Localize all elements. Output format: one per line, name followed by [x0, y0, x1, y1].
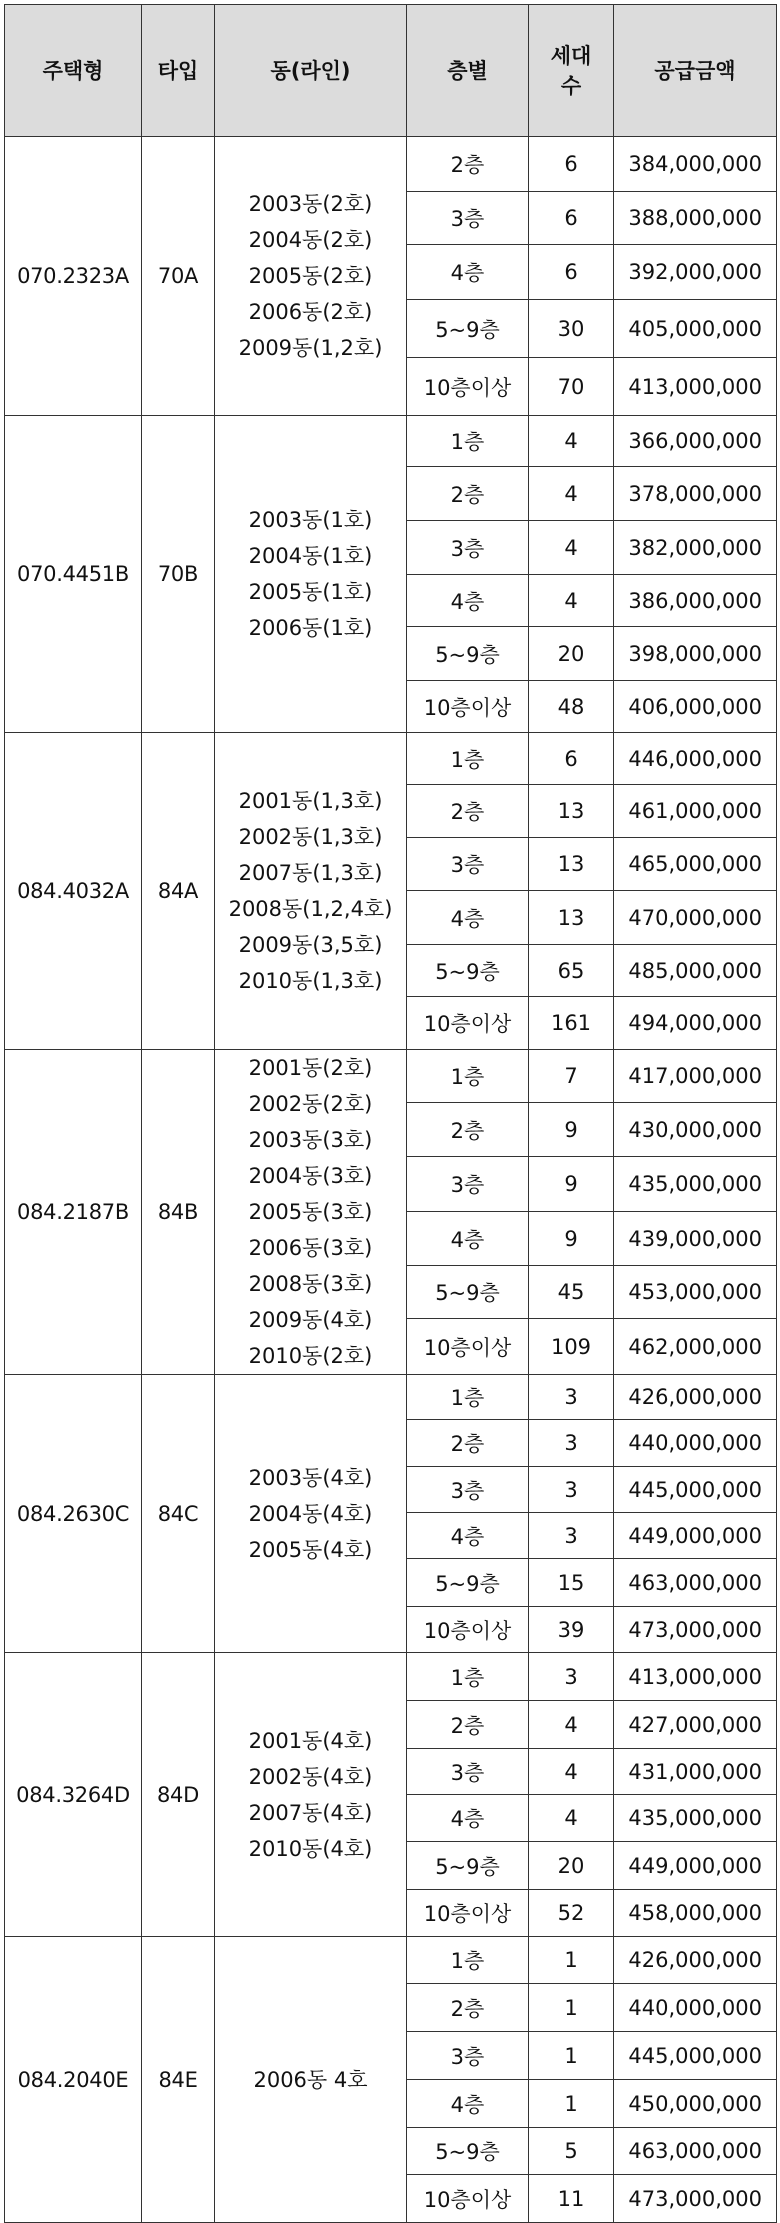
floor-cell: 2층 [407, 1103, 529, 1156]
price-cell: 465,000,000 [614, 838, 777, 891]
dong-line-entry: 2007동(4호) [248, 1800, 373, 1825]
price-cell: 461,000,000 [614, 785, 777, 838]
floor-cell: 2층 [407, 1420, 529, 1467]
dong-line-entry: 2004동(4호) [248, 1501, 373, 1526]
floor-cell: 10층이상 [407, 2175, 529, 2223]
type-cell: 84B [142, 1050, 215, 1375]
price-cell: 473,000,000 [614, 2175, 777, 2223]
dong-line-entry: 2007동(1,3호) [238, 861, 383, 885]
table-row [5, 733, 777, 785]
dong-line-entry: 2005동(3호) [248, 1200, 373, 1224]
price-cell: 386,000,000 [614, 575, 777, 627]
dong-line-entry: 2006동(3호) [248, 1236, 373, 1260]
dong-line-cell [215, 733, 407, 1050]
dong-line-entry: 2004동(3호) [248, 1164, 373, 1188]
units-cell: 70 [529, 358, 614, 416]
floor-cell: 2층 [407, 785, 529, 838]
price-cell: 473,000,000 [614, 1607, 777, 1653]
floor-cell: 5~9층 [407, 627, 529, 681]
units-cell: 39 [529, 1607, 614, 1653]
floor-cell: 3층 [407, 1749, 529, 1795]
dong-line-entry: 2008동(1,2,4호) [228, 897, 393, 921]
price-cell: 485,000,000 [614, 945, 777, 997]
table-row [5, 1653, 777, 1701]
units-cell: 4 [529, 521, 614, 575]
price-cell: 463,000,000 [614, 2128, 777, 2175]
price-cell: 406,000,000 [614, 681, 777, 733]
price-cell: 431,000,000 [614, 1749, 777, 1795]
units-cell: 13 [529, 891, 614, 945]
dong-line-cell [215, 137, 407, 416]
units-cell: 161 [529, 997, 614, 1050]
units-cell: 4 [529, 1795, 614, 1842]
floor-cell: 5~9층 [407, 300, 529, 358]
dong-line-entry: 2009동(1,2호) [238, 336, 383, 360]
table-row [5, 416, 777, 467]
floor-cell: 10층이상 [407, 1319, 529, 1375]
type-cell: 84D [142, 1653, 215, 1937]
floor-cell: 1층 [407, 733, 529, 785]
units-cell: 52 [529, 1890, 614, 1937]
dong-line-entry: 2010동(2호) [248, 1344, 373, 1368]
floor-cell: 10층이상 [407, 1890, 529, 1937]
table-row [5, 1050, 777, 1103]
price-cell: 366,000,000 [614, 416, 777, 467]
table-header [5, 5, 777, 137]
dong-line-cell [215, 1653, 407, 1937]
floor-cell: 3층 [407, 192, 529, 245]
table-row [5, 1937, 777, 1984]
dong-line-entry: 2005동(2호) [248, 264, 373, 288]
dong-line-entry: 2005동(1호) [248, 580, 373, 604]
header-price: 공급금액 [614, 5, 777, 137]
units-cell: 3 [529, 1375, 614, 1420]
dong-line-entry: 2003동(3호) [248, 1128, 373, 1152]
dong-line-entry: 2002동(2호) [248, 1092, 373, 1116]
floor-cell: 1층 [407, 1937, 529, 1984]
dong-line-entry: 2001동(4호) [248, 1728, 373, 1753]
price-cell: 445,000,000 [614, 2032, 777, 2080]
header-housing-type: 주택형 [5, 5, 142, 137]
units-cell: 48 [529, 681, 614, 733]
price-cell: 382,000,000 [614, 521, 777, 575]
header-floor: 층별 [407, 5, 529, 137]
floor-cell: 4층 [407, 1212, 529, 1265]
units-cell: 4 [529, 1749, 614, 1795]
units-cell: 15 [529, 1559, 614, 1607]
units-cell: 20 [529, 1842, 614, 1890]
dong-line-cell [215, 1375, 407, 1653]
units-cell: 6 [529, 733, 614, 785]
units-cell: 6 [529, 245, 614, 300]
dong-line-cell [215, 416, 407, 733]
dong-line-entry: 2009동(3,5호) [238, 933, 383, 957]
units-cell: 45 [529, 1265, 614, 1318]
floor-cell: 4층 [407, 1795, 529, 1842]
housing-type-cell: 084.2187B [5, 1050, 142, 1375]
units-cell: 1 [529, 1937, 614, 1984]
type-cell: 84A [142, 733, 215, 1050]
price-cell: 453,000,000 [614, 1265, 777, 1318]
units-cell: 30 [529, 300, 614, 358]
units-cell: 7 [529, 1050, 614, 1103]
price-cell: 458,000,000 [614, 1890, 777, 1937]
price-cell: 417,000,000 [614, 1050, 777, 1103]
table-body [5, 137, 777, 2223]
units-cell: 1 [529, 2032, 614, 2080]
price-cell: 463,000,000 [614, 1559, 777, 1607]
floor-cell: 3층 [407, 2032, 529, 2080]
dong-line-cell [215, 1937, 407, 2223]
units-cell: 3 [529, 1467, 614, 1513]
dong-line-entry: 2005동(4호) [248, 1537, 373, 1562]
floor-cell: 3층 [407, 1467, 529, 1513]
housing-type-cell: 084.2630C [5, 1375, 142, 1653]
units-cell: 9 [529, 1212, 614, 1265]
price-cell: 440,000,000 [614, 1420, 777, 1467]
dong-line-entry: 2003동(1호) [248, 508, 373, 532]
units-cell: 1 [529, 1984, 614, 2032]
dong-line-entry: 2010동(4호) [248, 1836, 373, 1861]
floor-cell: 1층 [407, 1050, 529, 1103]
dong-line-entry: 2010동(1,3호) [238, 969, 383, 993]
units-cell: 109 [529, 1319, 614, 1375]
units-cell: 6 [529, 192, 614, 245]
dong-line-entry: 2008동(3호) [248, 1272, 373, 1296]
type-cell: 84C [142, 1375, 215, 1653]
price-cell: 398,000,000 [614, 627, 777, 681]
units-cell: 6 [529, 137, 614, 192]
floor-cell: 5~9층 [407, 1842, 529, 1890]
type-cell: 70A [142, 137, 215, 416]
floor-cell: 4층 [407, 891, 529, 945]
dong-line-entry: 2006동(1호) [248, 616, 373, 640]
price-cell: 449,000,000 [614, 1842, 777, 1890]
floor-cell: 2층 [407, 137, 529, 192]
units-cell: 4 [529, 467, 614, 521]
dong-line-entry: 2004동(1호) [248, 544, 373, 568]
price-cell: 426,000,000 [614, 1937, 777, 1984]
dong-line-entry: 2003동(2호) [248, 192, 373, 216]
floor-cell: 4층 [407, 245, 529, 300]
housing-type-cell: 070.4451B [5, 416, 142, 733]
price-cell: 449,000,000 [614, 1513, 777, 1559]
supply-price-table [4, 4, 777, 2223]
type-cell: 70B [142, 416, 215, 733]
housing-type-cell: 070.2323A [5, 137, 142, 416]
price-cell: 392,000,000 [614, 245, 777, 300]
price-cell: 413,000,000 [614, 1653, 777, 1701]
price-cell: 430,000,000 [614, 1103, 777, 1156]
floor-cell: 10층이상 [407, 1607, 529, 1653]
price-cell: 426,000,000 [614, 1375, 777, 1420]
price-cell: 440,000,000 [614, 1984, 777, 2032]
dong-line-entry: 2006동 4호 [253, 2067, 368, 2092]
floor-cell: 10층이상 [407, 997, 529, 1050]
floor-cell: 5~9층 [407, 1265, 529, 1318]
table-row [5, 1375, 777, 1420]
price-cell: 427,000,000 [614, 1701, 777, 1749]
price-cell: 378,000,000 [614, 467, 777, 521]
floor-cell: 3층 [407, 838, 529, 891]
floor-cell: 5~9층 [407, 2128, 529, 2175]
housing-type-cell: 084.4032A [5, 733, 142, 1050]
units-cell: 4 [529, 416, 614, 467]
floor-cell: 2층 [407, 1701, 529, 1749]
price-cell: 405,000,000 [614, 300, 777, 358]
floor-cell: 3층 [407, 521, 529, 575]
units-cell: 9 [529, 1103, 614, 1156]
table-row [5, 137, 777, 192]
floor-cell: 5~9층 [407, 945, 529, 997]
units-cell: 13 [529, 838, 614, 891]
floor-cell: 4층 [407, 1513, 529, 1559]
type-cell: 84E [142, 1937, 215, 2223]
dong-line-entry: 2003동(4호) [248, 1465, 373, 1490]
price-cell: 462,000,000 [614, 1319, 777, 1375]
floor-cell: 2층 [407, 467, 529, 521]
floor-cell: 4층 [407, 575, 529, 627]
units-cell: 3 [529, 1420, 614, 1467]
price-cell: 470,000,000 [614, 891, 777, 945]
units-cell: 9 [529, 1156, 614, 1212]
floor-cell: 2층 [407, 1984, 529, 2032]
dong-line-entry: 2009동(4호) [248, 1308, 373, 1332]
header-type: 타입 [142, 5, 215, 137]
dong-line-entry: 2001동(1,3호) [238, 789, 383, 813]
units-cell: 4 [529, 575, 614, 627]
units-cell: 5 [529, 2128, 614, 2175]
floor-cell: 1층 [407, 416, 529, 467]
dong-line-entry: 2002동(1,3호) [238, 825, 383, 849]
units-cell: 4 [529, 1701, 614, 1749]
units-cell: 3 [529, 1653, 614, 1701]
price-cell: 445,000,000 [614, 1467, 777, 1513]
dong-line-cell [215, 1050, 407, 1375]
dong-line-entry: 2002동(4호) [248, 1764, 373, 1789]
header-dong-line: 동(라인) [215, 5, 407, 137]
price-cell: 435,000,000 [614, 1795, 777, 1842]
floor-cell: 4층 [407, 2080, 529, 2128]
floor-cell: 5~9층 [407, 1559, 529, 1607]
floor-cell: 1층 [407, 1653, 529, 1701]
units-cell: 3 [529, 1513, 614, 1559]
price-cell: 413,000,000 [614, 358, 777, 416]
units-cell: 13 [529, 785, 614, 838]
floor-cell: 1층 [407, 1375, 529, 1420]
price-cell: 388,000,000 [614, 192, 777, 245]
floor-cell: 10층이상 [407, 681, 529, 733]
price-cell: 439,000,000 [614, 1212, 777, 1265]
floor-cell: 10층이상 [407, 358, 529, 416]
units-cell: 20 [529, 627, 614, 681]
price-cell: 446,000,000 [614, 733, 777, 785]
price-cell: 450,000,000 [614, 2080, 777, 2128]
price-cell: 494,000,000 [614, 997, 777, 1050]
supply-price-table-wrapper [4, 4, 777, 2223]
dong-line-entry: 2004동(2호) [248, 228, 373, 252]
dong-line-entry: 2006동(2호) [248, 300, 373, 324]
price-cell: 384,000,000 [614, 137, 777, 192]
housing-type-cell: 084.2040E [5, 1937, 142, 2223]
housing-type-cell: 084.3264D [5, 1653, 142, 1937]
units-cell: 65 [529, 945, 614, 997]
units-cell: 1 [529, 2080, 614, 2128]
dong-line-entry: 2001동(2호) [248, 1056, 373, 1080]
header-units: 세대 수 [529, 5, 614, 137]
price-cell: 435,000,000 [614, 1156, 777, 1212]
floor-cell: 3층 [407, 1156, 529, 1212]
units-cell: 11 [529, 2175, 614, 2223]
